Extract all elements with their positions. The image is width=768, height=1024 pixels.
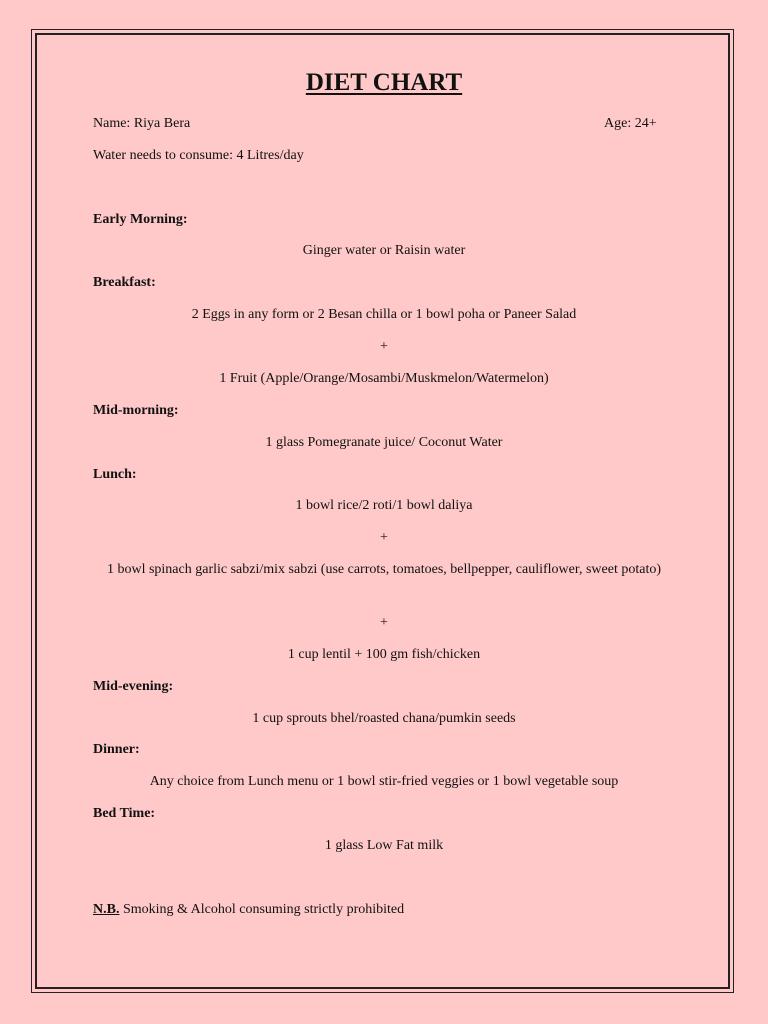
note-label: N.B. [93,902,120,917]
breakfast-item: 2 Eggs in any form or 2 Besan chilla or 1 bowl poha or Paneer Salad [191,307,577,322]
note-text: Smoking & Alcohol consuming strictly prohibited [122,902,405,917]
name-value: Riya Bera [133,116,191,131]
breakfast-heading: Breakfast: [93,275,156,290]
note-line [93,900,404,920]
mid-morning-heading: Mid-morning: [93,403,179,418]
page-title: DIET CHART [305,69,463,96]
lunch-plus: + [380,530,388,545]
lunch-heading: Lunch: [93,467,137,482]
mid-evening-heading: Mid-evening: [93,679,174,694]
age-value: 24+ [634,116,657,131]
dinner-item: Any choice from Lunch menu or 1 bowl stir-fried veggies or 1 bowl vegetable soup [149,774,619,789]
name-line [93,114,190,134]
bed-time-item: 1 glass Low Fat milk [324,838,444,853]
breakfast-plus: + [380,339,388,354]
water-line [93,146,304,166]
early-morning-heading: Early Morning: [93,212,188,227]
name-label: Name: [93,116,131,131]
mid-morning-item: 1 glass Pomegranate juice/ Coconut Water [265,435,503,450]
lunch-item: 1 cup lentil + 100 gm fish/chicken [287,647,481,662]
age-label: Age: [604,116,632,131]
water-value: 4 Litres/day [236,148,304,163]
lunch-item: 1 bowl rice/2 roti/1 bowl daliya [295,498,473,513]
age-line [604,114,657,134]
lunch-plus: + [380,615,388,630]
breakfast-item: 1 Fruit (Apple/Orange/Mosambi/Muskmelon/Watermelon) [219,371,549,386]
water-label: Water needs to consume: [93,148,233,163]
bed-time-heading: Bed Time: [93,806,156,821]
lunch-item: 1 bowl spinach garlic sabzi/mix sabzi (use carrots, tomatoes, bellpepper, cauliflower, sweet potato) [106,562,662,577]
mid-evening-item: 1 cup sprouts bhel/roasted chana/pumkin seeds [252,711,516,726]
dinner-heading: Dinner: [93,742,140,757]
early-morning-item: Ginger water or Raisin water [302,243,466,258]
